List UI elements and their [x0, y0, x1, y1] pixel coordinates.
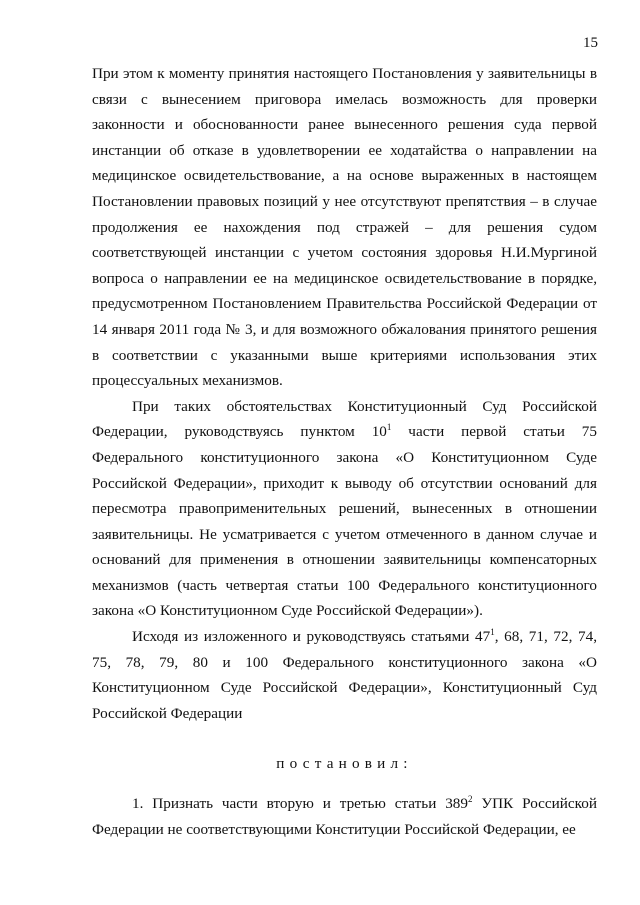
paragraph-ruling-text-2: УПК Российской Федерации не соответствующими Конституции Российской Федерации, ее	[92, 795, 597, 838]
paragraph-basis	[92, 624, 597, 726]
paragraph-context: При этом к моменту принятия настоящего Постановления у заявительницы в связи с вынесением приговора имелась возможность для проверки законности и обоснованности ранее вынесенного решения суда первой инстанции об отказе в удовлетворении ее ходатайства о направлении на медицинское освидетельствование, а на основе выраженных в настоящем Постановлении правовых позиций у нее отсутствуют препятствия – в случае продолжения ее нахождения под стражей – для решения судом соответствующей инстанции с учетом состояния здоровья Н.И.Мургиной вопроса о направлении ее на медицинское освидетельствование в порядке, предусмотренном Постановлением Правительства Российской Федерации от 14 января 2011 года № 3, и для возможного обжалования принятого решения в соответствии с указанными выше критериями использования этих процессуальных механизмов.	[92, 65, 597, 390]
paragraph-circumstances	[92, 394, 597, 624]
paragraph-circumstances-text-1: При таких обстоятельствах Конституционный Суд Российской Федерации, руководствуясь пунктом 10	[92, 397, 597, 441]
superscript-marker: 1	[386, 422, 392, 433]
paragraph-ruling-1	[92, 791, 597, 842]
paragraph-basis-text-1: Исходя из изложенного и руководствуясь статьями 47	[132, 628, 491, 646]
superscript-marker: 1	[490, 627, 495, 637]
page-number: 15	[583, 35, 598, 51]
document-body	[92, 61, 597, 842]
paragraph-circumstances-text-2: части первой статьи 75 Федерального конституционного закона «О Конституционном Суде Российской Федерации», приходит к выводу об отсутствии оснований для пересмотра правоприменительных решений, вынесенных в отношении заявительницы. Не усматривается с учетом отмеченного в данном случае и оснований для применения в отношении заявительницы компенсаторных механизмов (часть четвертая статьи 100 Федерального конституционного закона «О Конституционном Суде Российской Федерации»).	[92, 423, 597, 620]
paragraph-ruling-text-1: 1. Признать части вторую и третью статьи 389	[132, 795, 468, 813]
paragraph-basis-text-2: , 68, 71, 72, 74, 75, 78, 79, 80 и 100 Федерального конституционного закона «О Конституционном Суде Российской Федерации», Конституционный Суд Российской Федерации	[92, 628, 597, 722]
superscript-marker: 2	[468, 793, 473, 804]
resolution-heading: постановил:	[276, 755, 413, 773]
